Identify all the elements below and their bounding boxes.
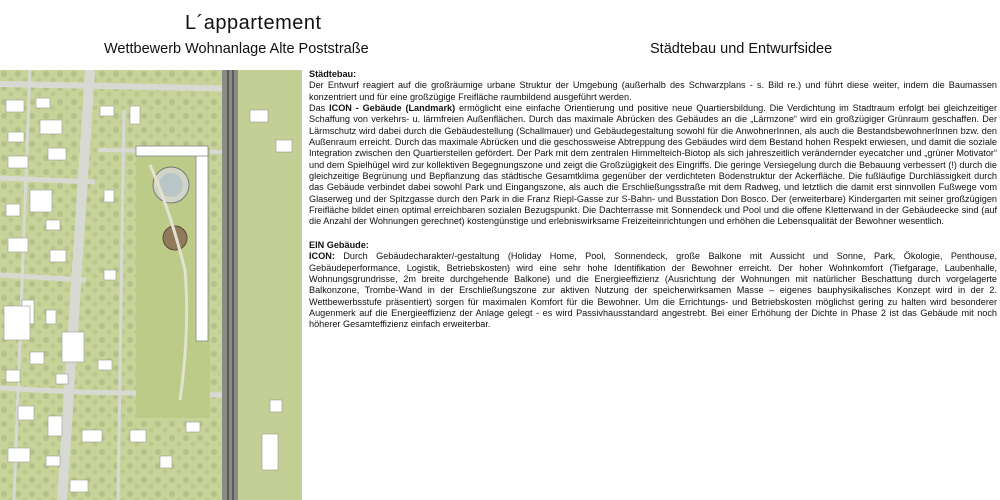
paragraph: Der Entwurf reagiert auf die großräumige urbane Struktur der Umgebung (außerhalb des Schwarzplans - s. Bild re.) und führt diese weiter, indem die Baumassen konzentriert und für eine großzügige Freifläche raumbildend ausgeführt werden. <box>309 80 997 102</box>
page-subtitle: Wettbewerb Wohnanlage Alte Poststraße <box>104 41 369 57</box>
railway <box>222 70 238 500</box>
building-wing <box>136 146 208 156</box>
site-plan <box>0 70 302 500</box>
section-title: Städtebau und Entwurfsidee <box>650 41 833 57</box>
section-heading: Städtebau: <box>309 69 357 79</box>
paragraph: Das ICON - Gebäude (Landmark) ermöglicht eine einfache Orientierung und positive neue Quartiersbildung. Die Verdichtung im Stadtraum erfolgt bei gleichzeitiger Schaffung von verkehrs- u. lärmfreien Außenflächen. Durch das maximale Abrücken des Gebäudes an die „Lärmzone“ wird ein großzügiger Grünraum geschaffen. Der Lärmschutz wird dabei durch die Gebäudestellung (Schallmauer) und Gebäudegestaltung sowohl für die AnwohnerInnen, als auch die BestandsbewohnerInnen bzw. den Außenraum erreicht. Durch das maximale Abrücken und die geschossweise Abtreppung des Gebäudes wird dem Bestand hohen Respekt erwiesen, und damit die soziale Integration zwischen den Quartiersteilen gefördert. Der Park mit dem zentralen Himmelteich-Biotop als sich jahreszeitlich verändernder eyecatcher und „grüner Motivator“ und dem Spielhügel wird zur kollektiven Begegnungszone und zeigt die Großzügigkeit des Eingriffs. Die geringe Versiegelung durch die Bebauung verbessert (!) durch die gleichzeitige Begrünung und Bepflanzung das städtische Gesamtklima gegenüber der verdichteten Bodenstruktur der Ackerfläche. Die fußläufige Durchlässigkeit durch das Gebäude verbindet dabei sowohl Park und Eingangszone, als auch die Erschließungsstraße mit dem Radweg, und letztlich die damit erst sinnvollen Fußwege vom Glaserweg und der Spitzgasse durch den Park in die Franz Riepl-Gasse zur S-Bahn- und Busstation Don Bosco. Der (erweiterbare) Kindergarten mit seiner großzügigen Freifläche bildet einen optimal erreichbaren sozialen Bezugspunkt. Die Dachterrasse mit Sonnendeck und Pool und die offene Kletterwand in der Gebäudeecke sind (auf die Anzahl der Wohnungen gerechnet) kostengünstige und erlebniswirksame Freizeiteinrichtungen und erhöhen die Lebensqualität der Bewohner wesentlich. <box>309 103 997 227</box>
paragraph: ICON: Durch Gebäudecharakter/-gestaltung (Holiday Home, Pool, Sonnendeck, große Balkone mit Aussicht und Sonne, Park, Ökologie, Penthouse, Gebäudeperformance, Logistik, Betriebskosten) wird eine sehr hohe Identifikation der Bewohner erreicht. Der hoher Wohnkomfort (Tiefgarage, Laubenhalle, Wohnungsgrundrisse, 2m breite durchgehende Balkone) und die Energieeffizienz (Ausrichtung der Wohnungen mit natürlicher Beschattung durch vorgelagerte Balkonzone, Trombe-Wand in der Erschließungszone zur aktiven Nutzung der speicherwirksamen Masse – eigenes bauphysikalisches Konzept wird in der 2. Wettbewerbsstufe präsentiert) sorgen für maximalen Komfort für die Bewohner. Um die Errichtungs- und Betriebskosten möglichst gering zu halten wird besonderer Augenmerk auf die Energieeffizienz der Anlage gelegt - es wird Passivhausstandard angestrebt. Bei einer Erhöhung der Dichte in Phase 2 ist das Gebäude mit noch höherer Gesamteffizienz einfach erweiterbar. <box>309 251 997 330</box>
section-heading: EIN Gebäude: <box>309 239 369 250</box>
page-title: L´appartement <box>185 12 322 34</box>
site-plan-drawing <box>0 70 302 500</box>
text-column <box>309 69 997 331</box>
building <box>196 146 208 341</box>
